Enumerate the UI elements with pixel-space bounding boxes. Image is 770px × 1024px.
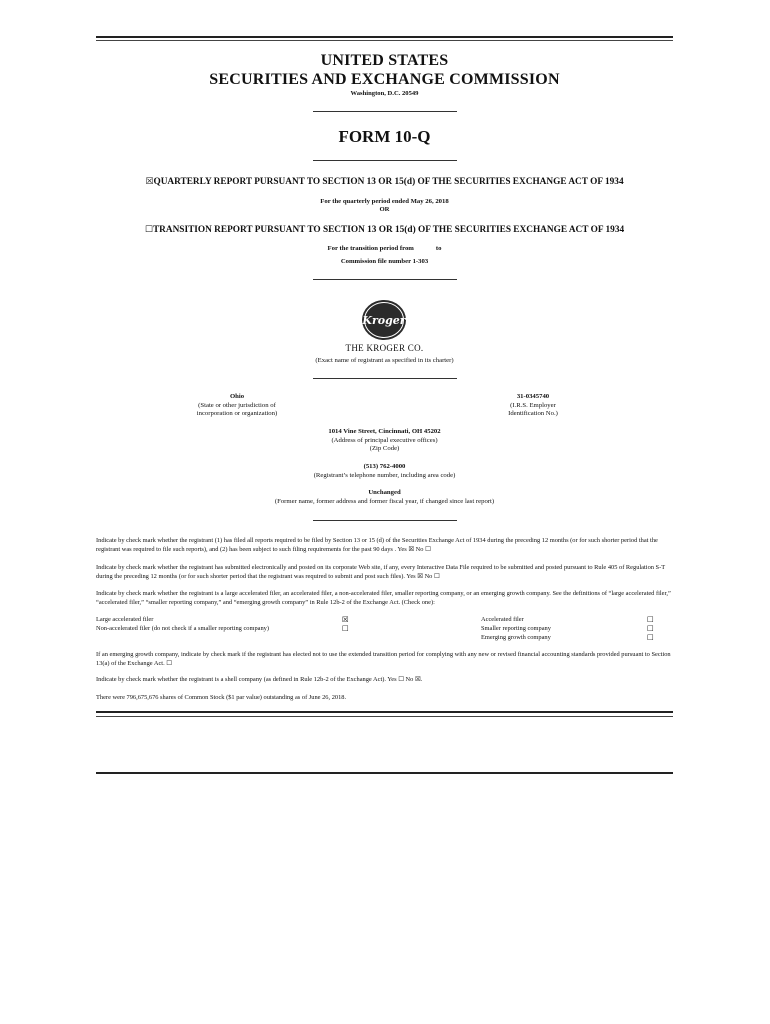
top-rule (96, 36, 673, 38)
logo-wordmark: Kroger (362, 314, 406, 327)
transition-label: TRANSITION REPORT PURSUANT TO SECTION 13 OR 15(d) OF THE SECURITIES EXCHANGE ACT OF 1934 (152, 225, 625, 235)
bottom-rule (96, 711, 673, 713)
interactive-data-question: Indicate by check mark whether the registrant has submitted electronically and posted on its corporate Web site, if any, every Interactive Data File required to be submitted and posted pursuant to Rule 405 of Regulation S-T during the preceding 12 months (or for such shorter period that the registrant was required to submit and post such files). Yes ☒ No ☐ (96, 564, 666, 581)
header-line1: UNITED STATES (320, 52, 449, 69)
quarterly-label: QUARTERLY REPORT PURSUANT TO SECTION 13 OR 15(d) OF THE SECURITIES EXCHANGE ACT OF 1934 (153, 177, 624, 187)
state-value: Ohio (229, 393, 245, 400)
non-accelerated-label: Non-accelerated filer (do not check if a smaller reporting company) (96, 625, 269, 632)
transition-checkbox: ☐ (144, 225, 153, 235)
emerging-growth-label: Emerging growth company (481, 634, 551, 641)
transition-period-to: to (435, 245, 442, 252)
quarterly-period: For the quarterly period ended May 26, 2018 (320, 198, 449, 205)
address-caption: (Address of principal executive offices) (331, 436, 438, 444)
divider (313, 279, 457, 280)
page-break-rule (96, 772, 673, 774)
state-caption: incorporation or organization) (196, 410, 278, 418)
quarterly-checkbox: ☒ (145, 177, 154, 187)
transition-period (96, 245, 673, 254)
shell-company-question: Indicate by check mark whether the registrant is a shell company (as defined in Rule 12b-2 of the Exchange Act). Yes ☐ No ☒. (96, 676, 423, 683)
divider (313, 111, 457, 112)
accelerated-label: Accelerated filer (481, 616, 524, 623)
commission-file-number: Commission file number 1-303 (340, 258, 429, 265)
ein-block (493, 393, 573, 419)
former-caption: (Former name, former address and former fiscal year, if changed since last report) (274, 497, 495, 505)
large-accelerated-label: Large accelerated filer (96, 616, 154, 623)
name-caption: (Exact name of registrant as specified in its charter) (315, 357, 454, 364)
or-text: OR (379, 206, 390, 213)
company-name: THE KROGER CO. (345, 343, 424, 353)
shares-outstanding: There were 796,675,676 shares of Common Stock ($1 par value) outstanding as of June 26, 2018. (96, 694, 347, 701)
phone-block (96, 463, 673, 480)
top-rule-thin (96, 40, 673, 41)
phone-value: (513) 762-4000 (363, 463, 406, 470)
emerging-growth-question: If an emerging growth company, indicate by check mark if the registrant has elected not to use the extended transition period for complying with any new or revised financial accounting standards provided pursuant to Section 13(a) of the Exchange Act. ☐ (96, 651, 671, 668)
header-line2: SECURITIES AND EXCHANGE COMMISSION (209, 71, 560, 88)
quarterly-report (96, 177, 673, 188)
zip-caption: (Zip Code) (369, 445, 400, 453)
header-location: Washington, D.C. 20549 (350, 90, 419, 97)
transition-report (96, 225, 673, 236)
form-title: FORM 10-Q (338, 127, 431, 146)
non-accelerated-checkbox[interactable]: ☐ (342, 624, 349, 633)
accelerated-checkbox[interactable]: ☐ (647, 615, 654, 624)
address-block (96, 428, 673, 454)
large-accelerated-checkbox[interactable]: ☒ (342, 615, 349, 624)
former-value: Unchanged (368, 489, 401, 496)
ein-value: 31-0345740 (516, 393, 550, 400)
transition-period-from: For the transition period from (327, 245, 414, 252)
state-caption: (State or other jurisdiction of (198, 401, 276, 409)
address-value: 1014 Vine Street, Cincinnati, OH 45202 (328, 428, 441, 435)
filer-status-question: Indicate by check mark whether the registrant is a large accelerated filer, an accelerated filer, a non-accelerated filer, smaller reporting company, or an emerging growth company. See the definitions of “large accelerated filer,” “accelerated filer,” “smaller reporting company,” and “emerging growth company” in Rule 12b-2 of the Exchange Act. (Check one): (96, 590, 671, 607)
phone-caption: (Registrant’s telephone number, including area code) (313, 471, 456, 479)
ein-caption: Identification No.) (508, 410, 558, 418)
filing-question: Indicate by check mark whether the registrant (1) has filed all reports required to be filed by Section 13 or 15 (d) of the Securities Exchange Act of 1934 during the preceding 12 months (or for such shorter period that the registrant was required to file such reports), and (2) has been subject to such filing requirements for the past 90 days . Yes ☒ No ☐ (96, 537, 658, 554)
divider (313, 520, 457, 521)
smaller-reporting-label: Smaller reporting company (481, 625, 551, 632)
emerging-growth-checkbox[interactable]: ☐ (647, 633, 654, 642)
former-block (96, 489, 673, 506)
bottom-rule-thin (96, 716, 673, 717)
divider (313, 160, 457, 161)
smaller-reporting-checkbox[interactable]: ☐ (647, 624, 654, 633)
kroger-logo (361, 299, 407, 341)
divider (313, 378, 457, 379)
state-block (187, 393, 287, 419)
ein-caption: (I.R.S. Employer (510, 401, 556, 409)
